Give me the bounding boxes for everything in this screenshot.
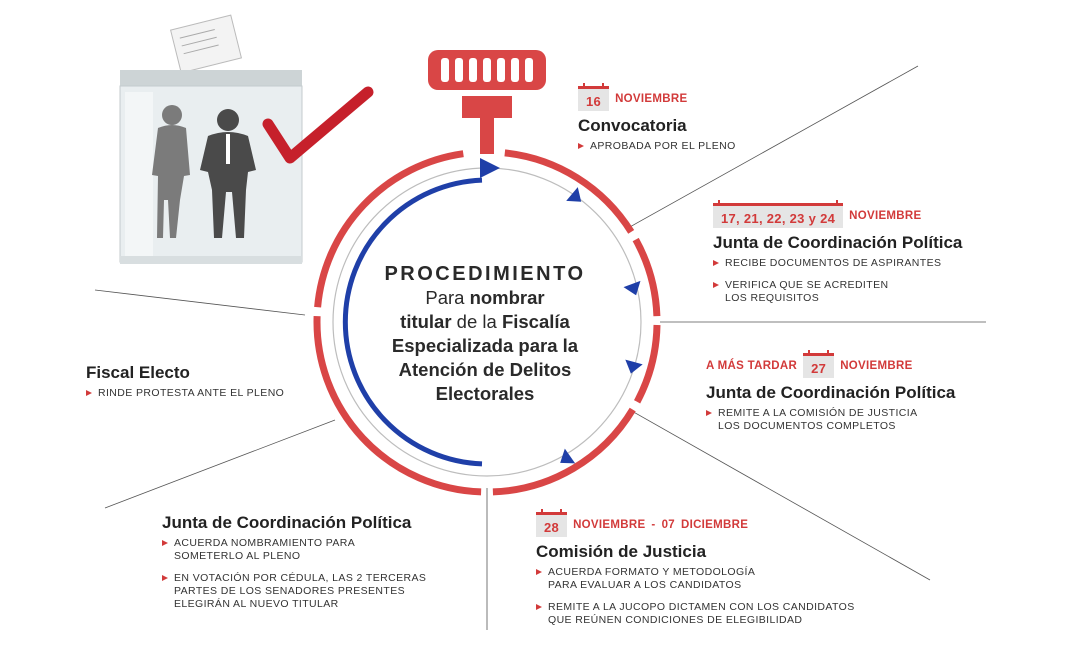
center-line-3 bbox=[330, 334, 640, 358]
bullet-text: ACUERDA FORMATO Y METODOLOGÍA bbox=[548, 566, 756, 578]
calendar-badge: 28 bbox=[536, 512, 567, 537]
center-line-2 bbox=[330, 310, 640, 334]
step-comision-justicia bbox=[536, 512, 855, 627]
calendar-badge: 27 bbox=[803, 353, 834, 378]
bullet-text: LOS DOCUMENTOS COMPLETOS bbox=[718, 420, 896, 432]
bullet-text: REMITE A LA JUCOPO DICTAMEN CON LOS CANDIDATOS bbox=[548, 601, 855, 613]
date-dash: - bbox=[651, 518, 656, 531]
bullet-text: ACUERDA NOMBRAMIENTO PARA bbox=[174, 537, 356, 549]
center-bold: nombrar bbox=[469, 287, 545, 308]
step-fiscal-electo bbox=[86, 358, 284, 400]
center-bold: Fiscalía bbox=[501, 311, 570, 332]
month-label: NOVIEMBRE bbox=[840, 359, 913, 372]
step-bullet bbox=[162, 537, 426, 563]
center-line-4 bbox=[330, 358, 640, 382]
step-title: Fiscal Electo bbox=[86, 363, 190, 382]
month-label: DICIEMBRE bbox=[680, 518, 749, 531]
month-label: NOVIEMBRE bbox=[849, 209, 922, 222]
date-line bbox=[706, 353, 955, 378]
step-bullet bbox=[713, 279, 962, 305]
step-title: Junta de Coordinación Política bbox=[713, 233, 963, 252]
center-title bbox=[330, 262, 640, 406]
center-text: de la bbox=[451, 311, 502, 332]
bullet-text: REMITE A LA COMISIÓN DE JUSTICIA bbox=[718, 407, 918, 419]
center-bold: titular bbox=[400, 311, 452, 332]
bullet-text: SOMETERLO AL PLENO bbox=[174, 550, 301, 562]
center-bold: Atención de Delitos bbox=[398, 359, 572, 380]
step-jucopo-acuerda bbox=[162, 508, 426, 611]
step-bullet bbox=[536, 601, 855, 627]
bullet-text: QUE REÚNEN CONDICIONES DE ELEGIBILIDAD bbox=[548, 614, 803, 626]
stopwatch-crown-icon bbox=[428, 50, 546, 154]
step-bullet: RINDE PROTESTA ANTE EL PLENO bbox=[86, 387, 284, 400]
center-text: Para bbox=[425, 287, 470, 308]
center-heading: PROCEDIMIENTO bbox=[384, 263, 586, 285]
date-end: 07 bbox=[661, 518, 675, 531]
date-line bbox=[578, 86, 736, 111]
step-bullet: APROBADA POR EL PLENO bbox=[578, 140, 736, 153]
step-title: Junta de Coordinación Política bbox=[706, 383, 956, 402]
month-label: NOVIEMBRE bbox=[573, 518, 646, 531]
step-title: Convocatoria bbox=[578, 116, 687, 135]
center-bold: Especializada para la bbox=[391, 335, 579, 356]
step-convocatoria bbox=[578, 86, 736, 153]
month-label: NOVIEMBRE bbox=[615, 92, 688, 105]
step-jucopo-remite bbox=[706, 353, 955, 433]
step-bullet bbox=[536, 566, 855, 592]
step-jucopo-recibe bbox=[713, 203, 962, 305]
center-bold: Electorales bbox=[435, 383, 535, 404]
date-prefix: A MÁS TARDAR bbox=[706, 359, 798, 372]
bullet-text: EN VOTACIÓN POR CÉDULA, LAS 2 TERCERAS bbox=[174, 572, 427, 584]
center-line-1 bbox=[330, 286, 640, 310]
calendar-badge: 17, 21, 22, 23 y 24 bbox=[713, 203, 843, 228]
step-title: Junta de Coordinación Política bbox=[162, 513, 412, 532]
step-bullet bbox=[162, 572, 426, 611]
center-line-5 bbox=[330, 382, 640, 406]
bullet-text: ELEGIRÁN AL NUEVO TITULAR bbox=[174, 598, 339, 610]
step-bullet bbox=[706, 407, 955, 433]
bullet-text: VERIFICA QUE SE ACREDITEN bbox=[725, 279, 889, 291]
date-line bbox=[536, 512, 855, 537]
step-title: Comisión de Justicia bbox=[536, 542, 707, 561]
step-bullet: RECIBE DOCUMENTOS DE ASPIRANTES bbox=[713, 257, 962, 270]
date-line bbox=[713, 203, 962, 228]
blue-arrowhead bbox=[480, 158, 500, 178]
bullet-text: PARA EVALUAR A LOS CANDIDATOS bbox=[548, 579, 742, 591]
arrowhead-icon bbox=[566, 187, 587, 209]
bullet-text: PARTES DE LOS SENADORES PRESENTES bbox=[174, 585, 406, 597]
bullet-text: LOS REQUISITOS bbox=[725, 292, 820, 304]
calendar-badge: 16 bbox=[578, 86, 609, 111]
